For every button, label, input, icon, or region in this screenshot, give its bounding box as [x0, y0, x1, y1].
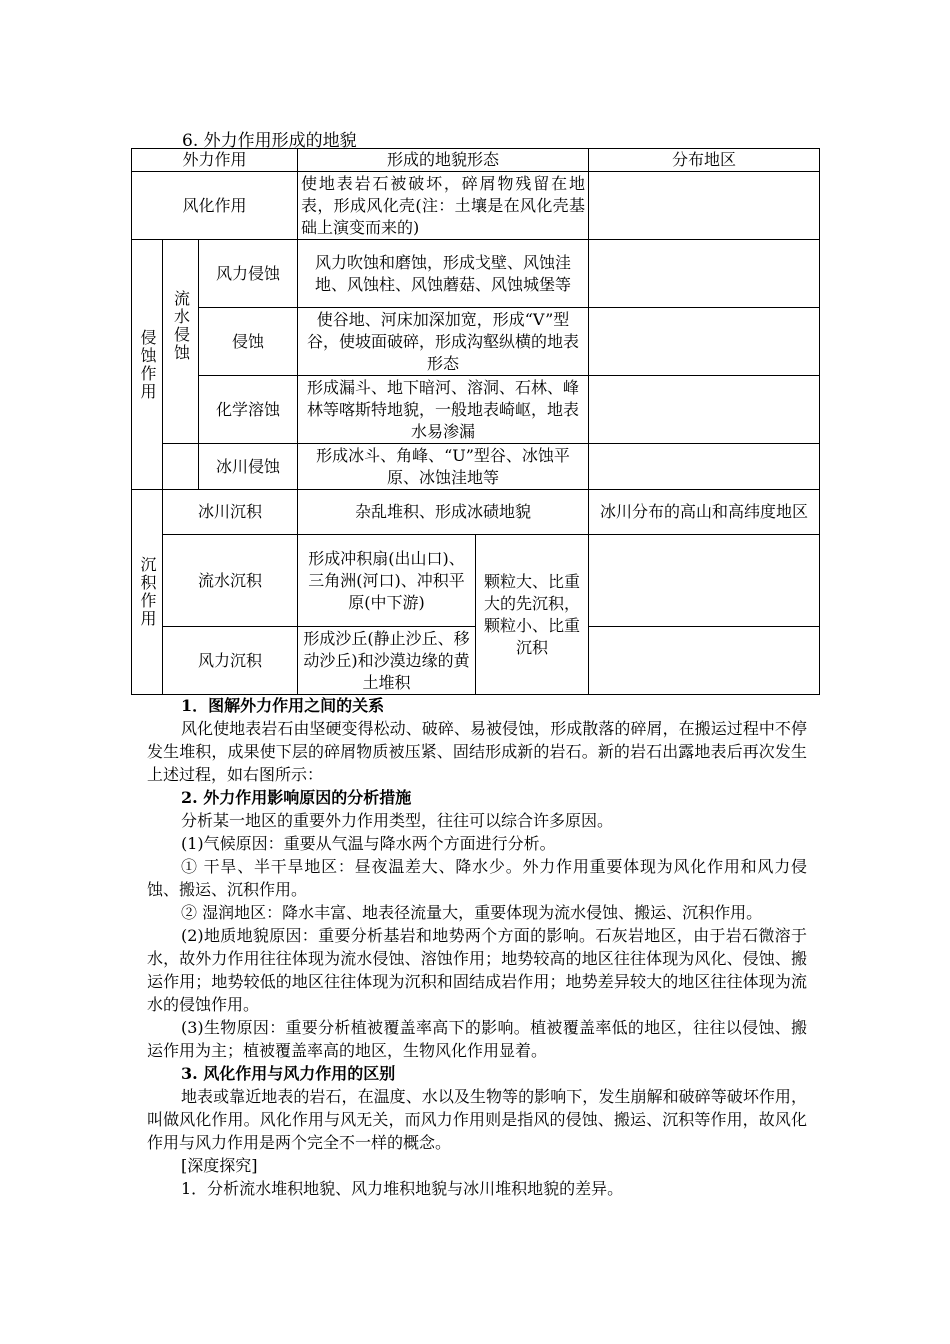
landform-cell: 形成冲积扇(出山口)、三角洲(河口)、冲积平原(中下游): [298, 535, 476, 627]
row-label: 流水沉积: [163, 535, 298, 627]
heading: 1．图解外力作用之间的关系: [181, 696, 385, 715]
table-header-row: [132, 149, 820, 172]
heading: 2. 外力作用影响原因的分析措施: [181, 788, 412, 807]
row-label: 风化作用: [132, 172, 298, 240]
subgroup-label: 流水侵蚀: [171, 290, 191, 362]
paragraph: 1．分析流水堆积地貌、风力堆积地貌与冰川堆积地貌的差异。: [181, 1179, 624, 1198]
area-cell: [589, 172, 820, 240]
subgroup-label-cell: [163, 240, 199, 444]
paragraph: 分析某一地区的重要外力作用类型，往往可以综合许多原因。: [181, 811, 614, 830]
landform-cell: 形成漏斗、地下暗河、溶洞、石林、峰林等喀斯特地貌，一般地表崎岖，地表水易渗漏: [298, 376, 589, 444]
row-label: 冰川侵蚀: [199, 444, 298, 490]
landform-cell: 杂乱堆积、形成冰碛地貌: [298, 490, 589, 535]
area-cell: 冰川分布的高山和高纬度地区: [589, 490, 820, 535]
row-label: 风力侵蚀: [199, 240, 298, 308]
header-cell: 外力作用: [132, 149, 298, 172]
table-row: [132, 172, 820, 240]
table-row: [132, 376, 820, 444]
row-label: 冰川沉积: [163, 490, 298, 535]
landform-cell: 使谷地、河床加深加宽，形成“V”型谷，使坡面破碎，形成沟壑纵横的地表形态: [298, 308, 589, 376]
paragraph: (3)生物原因：重要分析植被覆盖率高下的影响。植被覆盖率低的地区，往往以侵蚀、搬运作用为主；植被覆盖率高的地区，生物风化作用显着。: [147, 1018, 807, 1060]
paragraph: 地表或靠近地表的岩石，在温度、水以及生物等的影响下，发生崩解和破碎等破坏作用，叫做风化作用。风化作用与风无关，而风力作用则是指风的侵蚀、搬运、沉积等作用，故风化作用与风力作用是两个完全不一样的概念。: [147, 1087, 807, 1152]
paragraph: (2)地质地貌原因：重要分析基岩和地势两个方面的影响。石灰岩地区，由于岩石微溶于水，故外力作用往往体现为流水侵蚀、溶蚀作用；地势较高的地区往往体现为风化、侵蚀、搬运作用；地势较低的地区往往体现为沉积和固结成岩作用；地势差异较大的地区往往体现为流水的侵蚀作用。: [147, 926, 807, 1014]
sorting-note-cell: 颗粒大、比重大的先沉积，颗粒小、比重沉积: [476, 535, 589, 695]
heading: 3. 风化作用与风力作用的区别: [181, 1064, 396, 1083]
section-title: 6. 外力作用形成的地貌: [182, 131, 357, 151]
area-cell: [589, 535, 820, 627]
row-label: 侵蚀: [199, 308, 298, 376]
table-row: [132, 535, 820, 627]
header-cell: 分布地区: [589, 149, 820, 172]
landform-cell: 形成冰斗、角峰、“U”型谷、冰蚀平原、冰蚀洼地等: [298, 444, 589, 490]
group-label: 侵蚀作用: [138, 328, 157, 401]
landform-cell: 使地表岩石被破坏，碎屑物残留在地表，形成风化壳(注：土壤是在风化壳基础上演变而来的): [298, 172, 589, 240]
landform-cell: 形成沙丘(静止沙丘、移动沙丘)和沙漠边缘的黄土堆积: [298, 627, 476, 695]
body-text: [147, 694, 807, 1200]
group-label: 沉积作用: [138, 556, 157, 628]
landform-cell: 风力吹蚀和磨蚀，形成戈壁、风蚀洼地、风蚀柱、风蚀蘑菇、风蚀城堡等: [298, 240, 589, 308]
group-label-cell: [132, 240, 163, 490]
paragraph: ① 干旱、半干旱地区：昼夜温差大、降水少。外力作用重要体现为风化作用和风力侵蚀、搬运、沉积作用。: [147, 857, 807, 899]
table-row: [132, 444, 820, 490]
section-label: [深度探究]: [181, 1156, 258, 1175]
area-cell: [589, 308, 820, 376]
table-row: [132, 240, 820, 308]
row-label: 化学溶蚀: [199, 376, 298, 444]
area-cell: [589, 627, 820, 695]
paragraph: (1)气候原因：重要从气温与降水两个方面进行分析。: [181, 834, 556, 853]
area-cell: [589, 444, 820, 490]
empty-cell: [163, 444, 199, 490]
table-row: [132, 490, 820, 535]
landform-table: [131, 148, 820, 695]
header-cell: 形成的地貌形态: [298, 149, 589, 172]
paragraph: ② 湿润地区：降水丰富、地表径流量大，重要体现为流水侵蚀、搬运、沉积作用。: [181, 903, 763, 922]
paragraph: 风化使地表岩石由坚硬变得松动、破碎、易被侵蚀，形成散落的碎屑，在搬运过程中不停发生堆积，成果使下层的碎屑物质被压紧、固结形成新的岩石。新的岩石出露地表后再次发生上述过程，如右图所示：: [147, 719, 807, 784]
group-label-cell: [132, 490, 163, 695]
table-row: [132, 308, 820, 376]
area-cell: [589, 240, 820, 308]
row-label: 风力沉积: [163, 627, 298, 695]
area-cell: [589, 376, 820, 444]
